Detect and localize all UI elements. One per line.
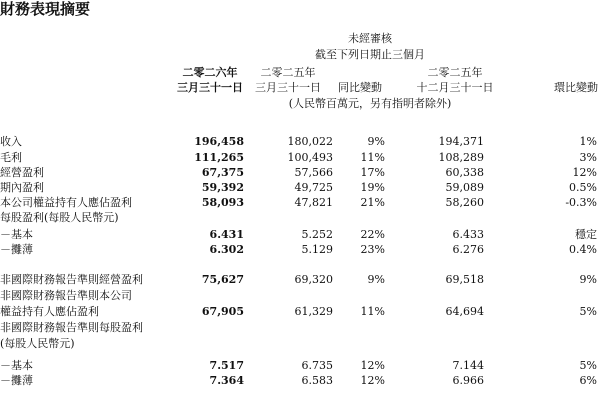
row-label: －攤薄 bbox=[0, 374, 33, 387]
col2-date-header: 三月三十一日 bbox=[255, 81, 321, 94]
qoq-change-cell: 0.4% bbox=[569, 243, 597, 256]
qoq-change-cell: 1% bbox=[579, 135, 597, 148]
qoq-change-cell: 6% bbox=[579, 374, 597, 387]
prior-year-cell: 69,320 bbox=[294, 273, 333, 286]
col1-date-header: 三月三十一日 bbox=[177, 81, 243, 94]
row-label: 非國際財務報告準則每股盈利 bbox=[0, 321, 143, 334]
current-quarter-cell: 67,905 bbox=[201, 305, 244, 318]
row-label: 非國際財務報告準則經營盈利 bbox=[0, 273, 143, 286]
row-label: 經營盈利 bbox=[0, 166, 44, 179]
prior-year-cell: 100,493 bbox=[287, 151, 333, 164]
period-label: 截至下列日期止三個月 bbox=[315, 48, 425, 61]
row-label: 期內盈利 bbox=[0, 181, 44, 194]
prior-year-cell: 5.252 bbox=[301, 228, 333, 241]
prior-quarter-cell: 59,089 bbox=[445, 181, 484, 194]
yoy-change-cell: 11% bbox=[360, 305, 385, 318]
qoq-change-cell: 5% bbox=[579, 359, 597, 372]
row-label: 非國際財務報告準則本公司 bbox=[0, 289, 132, 302]
prior-quarter-cell: 194,371 bbox=[438, 135, 484, 148]
row-label: 毛利 bbox=[0, 151, 22, 164]
yoy-change-cell: 23% bbox=[360, 243, 385, 256]
prior-year-cell: 47,821 bbox=[294, 196, 333, 209]
prior-year-cell: 57,566 bbox=[294, 166, 333, 179]
yoy-change-cell: 12% bbox=[360, 374, 385, 387]
current-quarter-cell: 6.302 bbox=[209, 243, 244, 256]
qoq-change-cell: -0.3% bbox=[565, 196, 597, 209]
current-quarter-cell: 59,392 bbox=[201, 181, 244, 194]
qoq-change-cell: 3% bbox=[579, 151, 597, 164]
col5-header: 環比變動 bbox=[554, 81, 598, 94]
qoq-change-cell: 12% bbox=[572, 166, 597, 179]
row-label: 收入 bbox=[0, 135, 22, 148]
current-quarter-cell: 111,265 bbox=[194, 151, 244, 164]
qoq-change-cell: 0.5% bbox=[569, 181, 597, 194]
qoq-change-cell: 5% bbox=[579, 305, 597, 318]
prior-year-cell: 49,725 bbox=[294, 181, 333, 194]
current-quarter-cell: 6.431 bbox=[209, 228, 244, 241]
yoy-change-cell: 12% bbox=[360, 359, 385, 372]
col1-year-header: 二零二六年 bbox=[182, 66, 238, 79]
yoy-change-cell: 19% bbox=[360, 181, 385, 194]
prior-year-cell: 5.129 bbox=[301, 243, 333, 256]
current-quarter-cell: 58,093 bbox=[201, 196, 244, 209]
unit-note: (人民幣百萬元，另有指明者除外) bbox=[288, 97, 452, 110]
prior-year-cell: 180,022 bbox=[287, 135, 333, 148]
prior-quarter-cell: 6.276 bbox=[452, 243, 484, 256]
current-quarter-cell: 67,375 bbox=[201, 166, 244, 179]
col4-year-header: 二零二五年 bbox=[427, 66, 483, 79]
yoy-change-cell: 9% bbox=[367, 273, 385, 286]
row-label: (每股人民幣元) bbox=[0, 337, 75, 350]
current-quarter-cell: 196,458 bbox=[194, 135, 244, 148]
yoy-change-cell: 17% bbox=[360, 166, 385, 179]
prior-quarter-cell: 58,260 bbox=[445, 196, 484, 209]
prior-quarter-cell: 6.966 bbox=[452, 374, 484, 387]
page-title: 財務表現摘要 bbox=[0, 0, 91, 18]
col2-year-header: 二零二五年 bbox=[260, 66, 316, 79]
prior-year-cell: 61,329 bbox=[294, 305, 333, 318]
qoq-change-cell: 9% bbox=[579, 273, 597, 286]
unaudited-label: 未經審核 bbox=[348, 32, 392, 45]
yoy-change-cell: 9% bbox=[367, 135, 385, 148]
prior-quarter-cell: 64,694 bbox=[445, 305, 484, 318]
prior-year-cell: 6.735 bbox=[301, 359, 333, 372]
row-label: －基本 bbox=[0, 228, 33, 241]
prior-quarter-cell: 6.433 bbox=[452, 228, 484, 241]
row-label: 權益持有人應佔盈利 bbox=[0, 305, 99, 318]
prior-quarter-cell: 108,289 bbox=[438, 151, 484, 164]
current-quarter-cell: 7.364 bbox=[209, 374, 244, 387]
prior-quarter-cell: 69,518 bbox=[445, 273, 484, 286]
yoy-change-cell: 11% bbox=[360, 151, 385, 164]
current-quarter-cell: 75,627 bbox=[201, 273, 244, 286]
row-label: 每股盈利(每股人民幣元) bbox=[0, 211, 119, 224]
prior-quarter-cell: 7.144 bbox=[452, 359, 484, 372]
yoy-change-cell: 22% bbox=[360, 228, 385, 241]
row-label: －基本 bbox=[0, 359, 33, 372]
row-label: －攤薄 bbox=[0, 243, 33, 256]
col3-header: 同比變動 bbox=[338, 81, 382, 94]
qoq-change-cell: 穩定 bbox=[575, 228, 597, 241]
current-quarter-cell: 7.517 bbox=[209, 359, 244, 372]
row-label: 本公司權益持有人應佔盈利 bbox=[0, 196, 132, 209]
col4-date-header: 十二月三十一日 bbox=[416, 81, 494, 94]
prior-quarter-cell: 60,338 bbox=[445, 166, 484, 179]
prior-year-cell: 6.583 bbox=[301, 374, 333, 387]
yoy-change-cell: 21% bbox=[360, 196, 385, 209]
